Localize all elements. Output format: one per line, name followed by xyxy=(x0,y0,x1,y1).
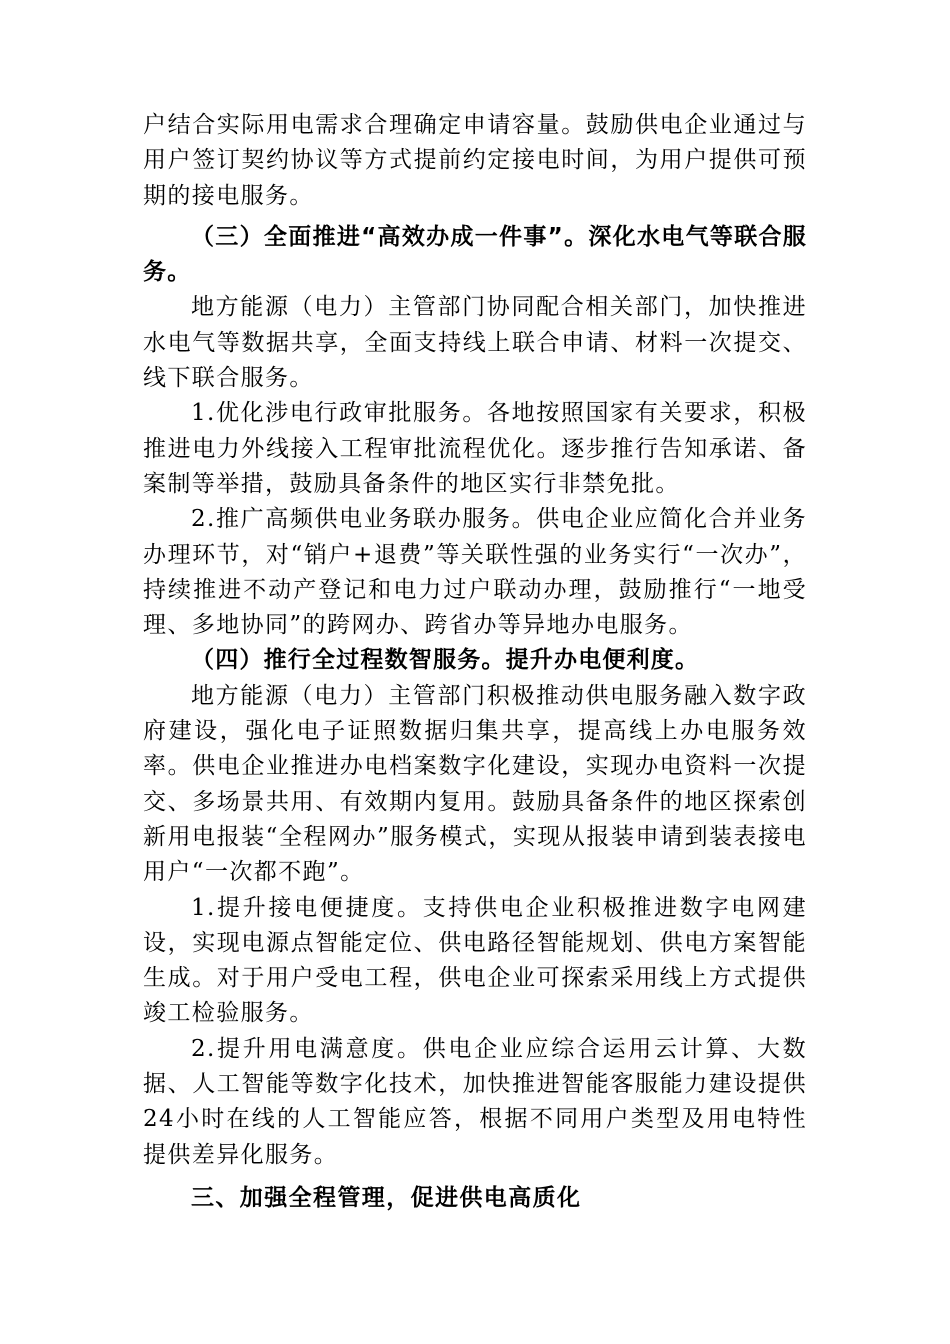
paragraph-item: 1.提升接电便捷度。支持供电企业积极推进数字电网建设，实现电源点智能定位、供电路径智能规划、供电方案智能生成。对于用户受电工程，供电企业可探索采用线上方式提供竣工检验服务。 xyxy=(143,894,807,1027)
paragraph-item: 2.提升用电满意度。供电企业应综合运用云计算、大数据、人工智能等数字化技术，加快推进智能客服能力建设提供24小时在线的人工智能应答，根据不同用户类型及用电特性提供差异化服务。 xyxy=(143,1035,807,1168)
subheading-four: （四）推行全过程数智服务。提升办电便利度。 xyxy=(191,647,700,674)
paragraph-body: 地方能源（电力）主管部门积极推动供电服务融入数字政府建设，强化电子证照数据归集共享，提高线上办电服务效率。供电企业推进办电档案数字化建设，实现办电资料一次提交、多场景共用、有效期内复用。鼓励具备条件的地区探索创新用电报装“全程网办”服务模式，实现从报装申请到装表接电用户“一次都不跑”。 xyxy=(143,682,807,886)
paragraph-item: 2.推广高频供电业务联办服务。供电企业应简化合并业务办理环节，对“销户+退费”等关联性强的业务实行“一次办”，持续推进不动产登记和电力过户联动办理，鼓励推行“一地受理、多地协同”的跨网办、跨省办等异地办电服务。 xyxy=(143,506,807,639)
paragraph-body: 地方能源（电力）主管部门协同配合相关部门，加快推进水电气等数据共享，全面支持线上联合申请、材料一次提交、线下联合服务。 xyxy=(143,294,807,392)
paragraph-continuation: 户结合实际用电需求合理确定申请容量。鼓励供电企业通过与用户签订契约协议等方式提前约定接电时间，为用户提供可预期的接电服务。 xyxy=(143,112,807,209)
subheading-three: （三）全面推进“高效办成一件事”。深化水电气等联合服务。 xyxy=(143,223,807,286)
paragraph-item: 1.优化涉电行政审批服务。各地按照国家有关要求，积极推进电力外线接入工程审批流程优化。逐步推行告知承诺、备案制等举措，鼓励具备条件的地区实行非禁免批。 xyxy=(143,400,807,497)
document-page xyxy=(143,108,807,1216)
section-heading: 三、加强全程管理，促进供电高质化 xyxy=(191,1184,582,1211)
